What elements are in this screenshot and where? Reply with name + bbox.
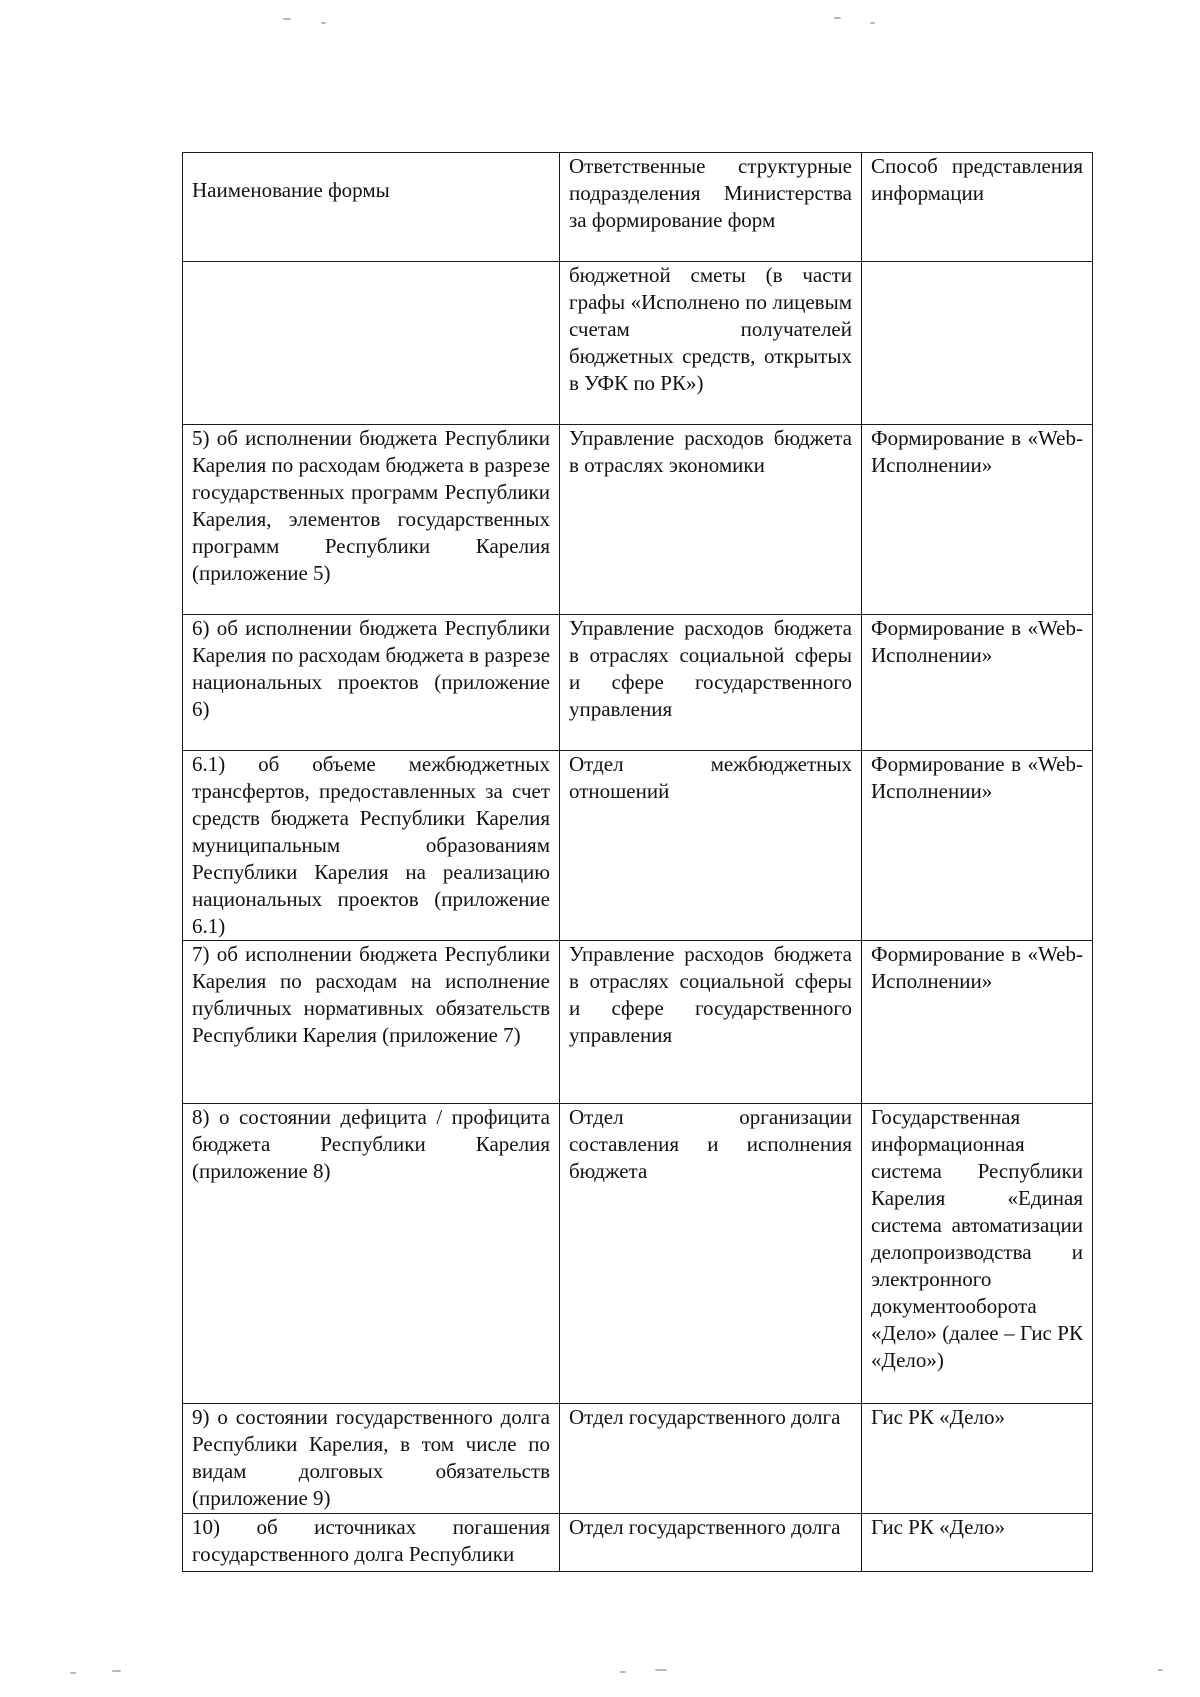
scan-speck: [870, 22, 875, 24]
cell-responsible: Отдел организации составления и исполнения бюджета: [560, 1104, 862, 1404]
cell-form-name: 9) о состоянии государственного долга Республики Карелия, в том числе по видам долговых обязательств (приложение 9): [183, 1404, 560, 1514]
table-row: [183, 1104, 1093, 1404]
scan-speck: [70, 1672, 76, 1674]
cell-method: Гис РК «Дело»: [862, 1514, 1093, 1572]
cell-responsible: Управление расходов бюджета в отраслях социальной сферы и сфере государственного управления: [560, 941, 862, 1104]
cell-form-name: 8) о состоянии дефицита / профицита бюджета Республики Карелия (приложение 8): [183, 1104, 560, 1404]
table-header-row: [183, 153, 1093, 262]
cell-method: Государственная информационная система Республики Карелия «Единая система автоматизации делопроизводства и электронного документооборота «Дело» (далее – Гис РК «Дело»): [862, 1104, 1093, 1404]
cell-form-name: 10) об источниках погашения государственного долга Республики: [183, 1514, 560, 1572]
cell-responsible: Отдел межбюджетных отношений: [560, 751, 862, 941]
cell-responsible: Управление расходов бюджета в отраслях экономики: [560, 425, 862, 615]
cell-method: Формирование в «Web-Исполнении»: [862, 751, 1093, 941]
cell-form-name: 5) об исполнении бюджета Республики Карелия по расходам бюджета в разрезе государственных программ Республики Карелия, элементов государственных программ Республики Карелия (приложение 5): [183, 425, 560, 615]
cell-responsible: бюджетной сметы (в части графы «Исполнено по лицевым счетам получателей бюджетных средств, открытых в УФК по РК»): [560, 262, 862, 425]
table-row: [183, 425, 1093, 615]
table-row: [183, 941, 1093, 1104]
cell-method: Гис РК «Дело»: [862, 1404, 1093, 1514]
cell-method: [862, 262, 1093, 425]
cell-method: Формирование в «Web-Исполнении»: [862, 615, 1093, 751]
cell-method: Формирование в «Web-Исполнении»: [862, 425, 1093, 615]
table-row: [183, 1404, 1093, 1514]
scan-speck: [112, 1670, 121, 1672]
cell-form-name: 6.1) об объеме межбюджетных трансфертов, предоставленных за счет средств бюджета Республики Карелия муниципальным образованиям Республики Карелия на реализацию национальных проектов (приложение 6.1): [183, 751, 560, 941]
table-row: [183, 1514, 1093, 1572]
table-row: [183, 751, 1093, 941]
header-cell-method: Способ представления информации: [862, 153, 1093, 262]
scan-speck: [834, 17, 841, 19]
cell-form-name: 6) об исполнении бюджета Республики Карелия по расходам бюджета в разрезе национальных проектов (приложение 6): [183, 615, 560, 751]
header-cell-name: Наименование формы: [183, 153, 560, 262]
cell-form-name: 7) об исполнении бюджета Республики Карелия по расходам на исполнение публичных нормативных обязательств Республики Карелия (приложение 7): [183, 941, 560, 1104]
cell-responsible: Управление расходов бюджета в отраслях социальной сферы и сфере государственного управления: [560, 615, 862, 751]
header-cell-responsible: Ответственные структурные подразделения Министерства за формирование форм: [560, 153, 862, 262]
cell-method: Формирование в «Web-Исполнении»: [862, 941, 1093, 1104]
scan-speck: [283, 18, 291, 20]
forms-table: [182, 152, 1093, 1572]
table-row: [183, 615, 1093, 751]
scan-speck: [655, 1669, 667, 1671]
cell-responsible: Отдел государственного долга: [560, 1404, 862, 1514]
scan-speck: [1158, 1669, 1163, 1671]
cell-responsible: Отдел государственного долга: [560, 1514, 862, 1572]
scan-speck: [620, 1671, 626, 1673]
cell-form-name: [183, 262, 560, 425]
table-row: [183, 262, 1093, 425]
scan-speck: [321, 22, 326, 24]
